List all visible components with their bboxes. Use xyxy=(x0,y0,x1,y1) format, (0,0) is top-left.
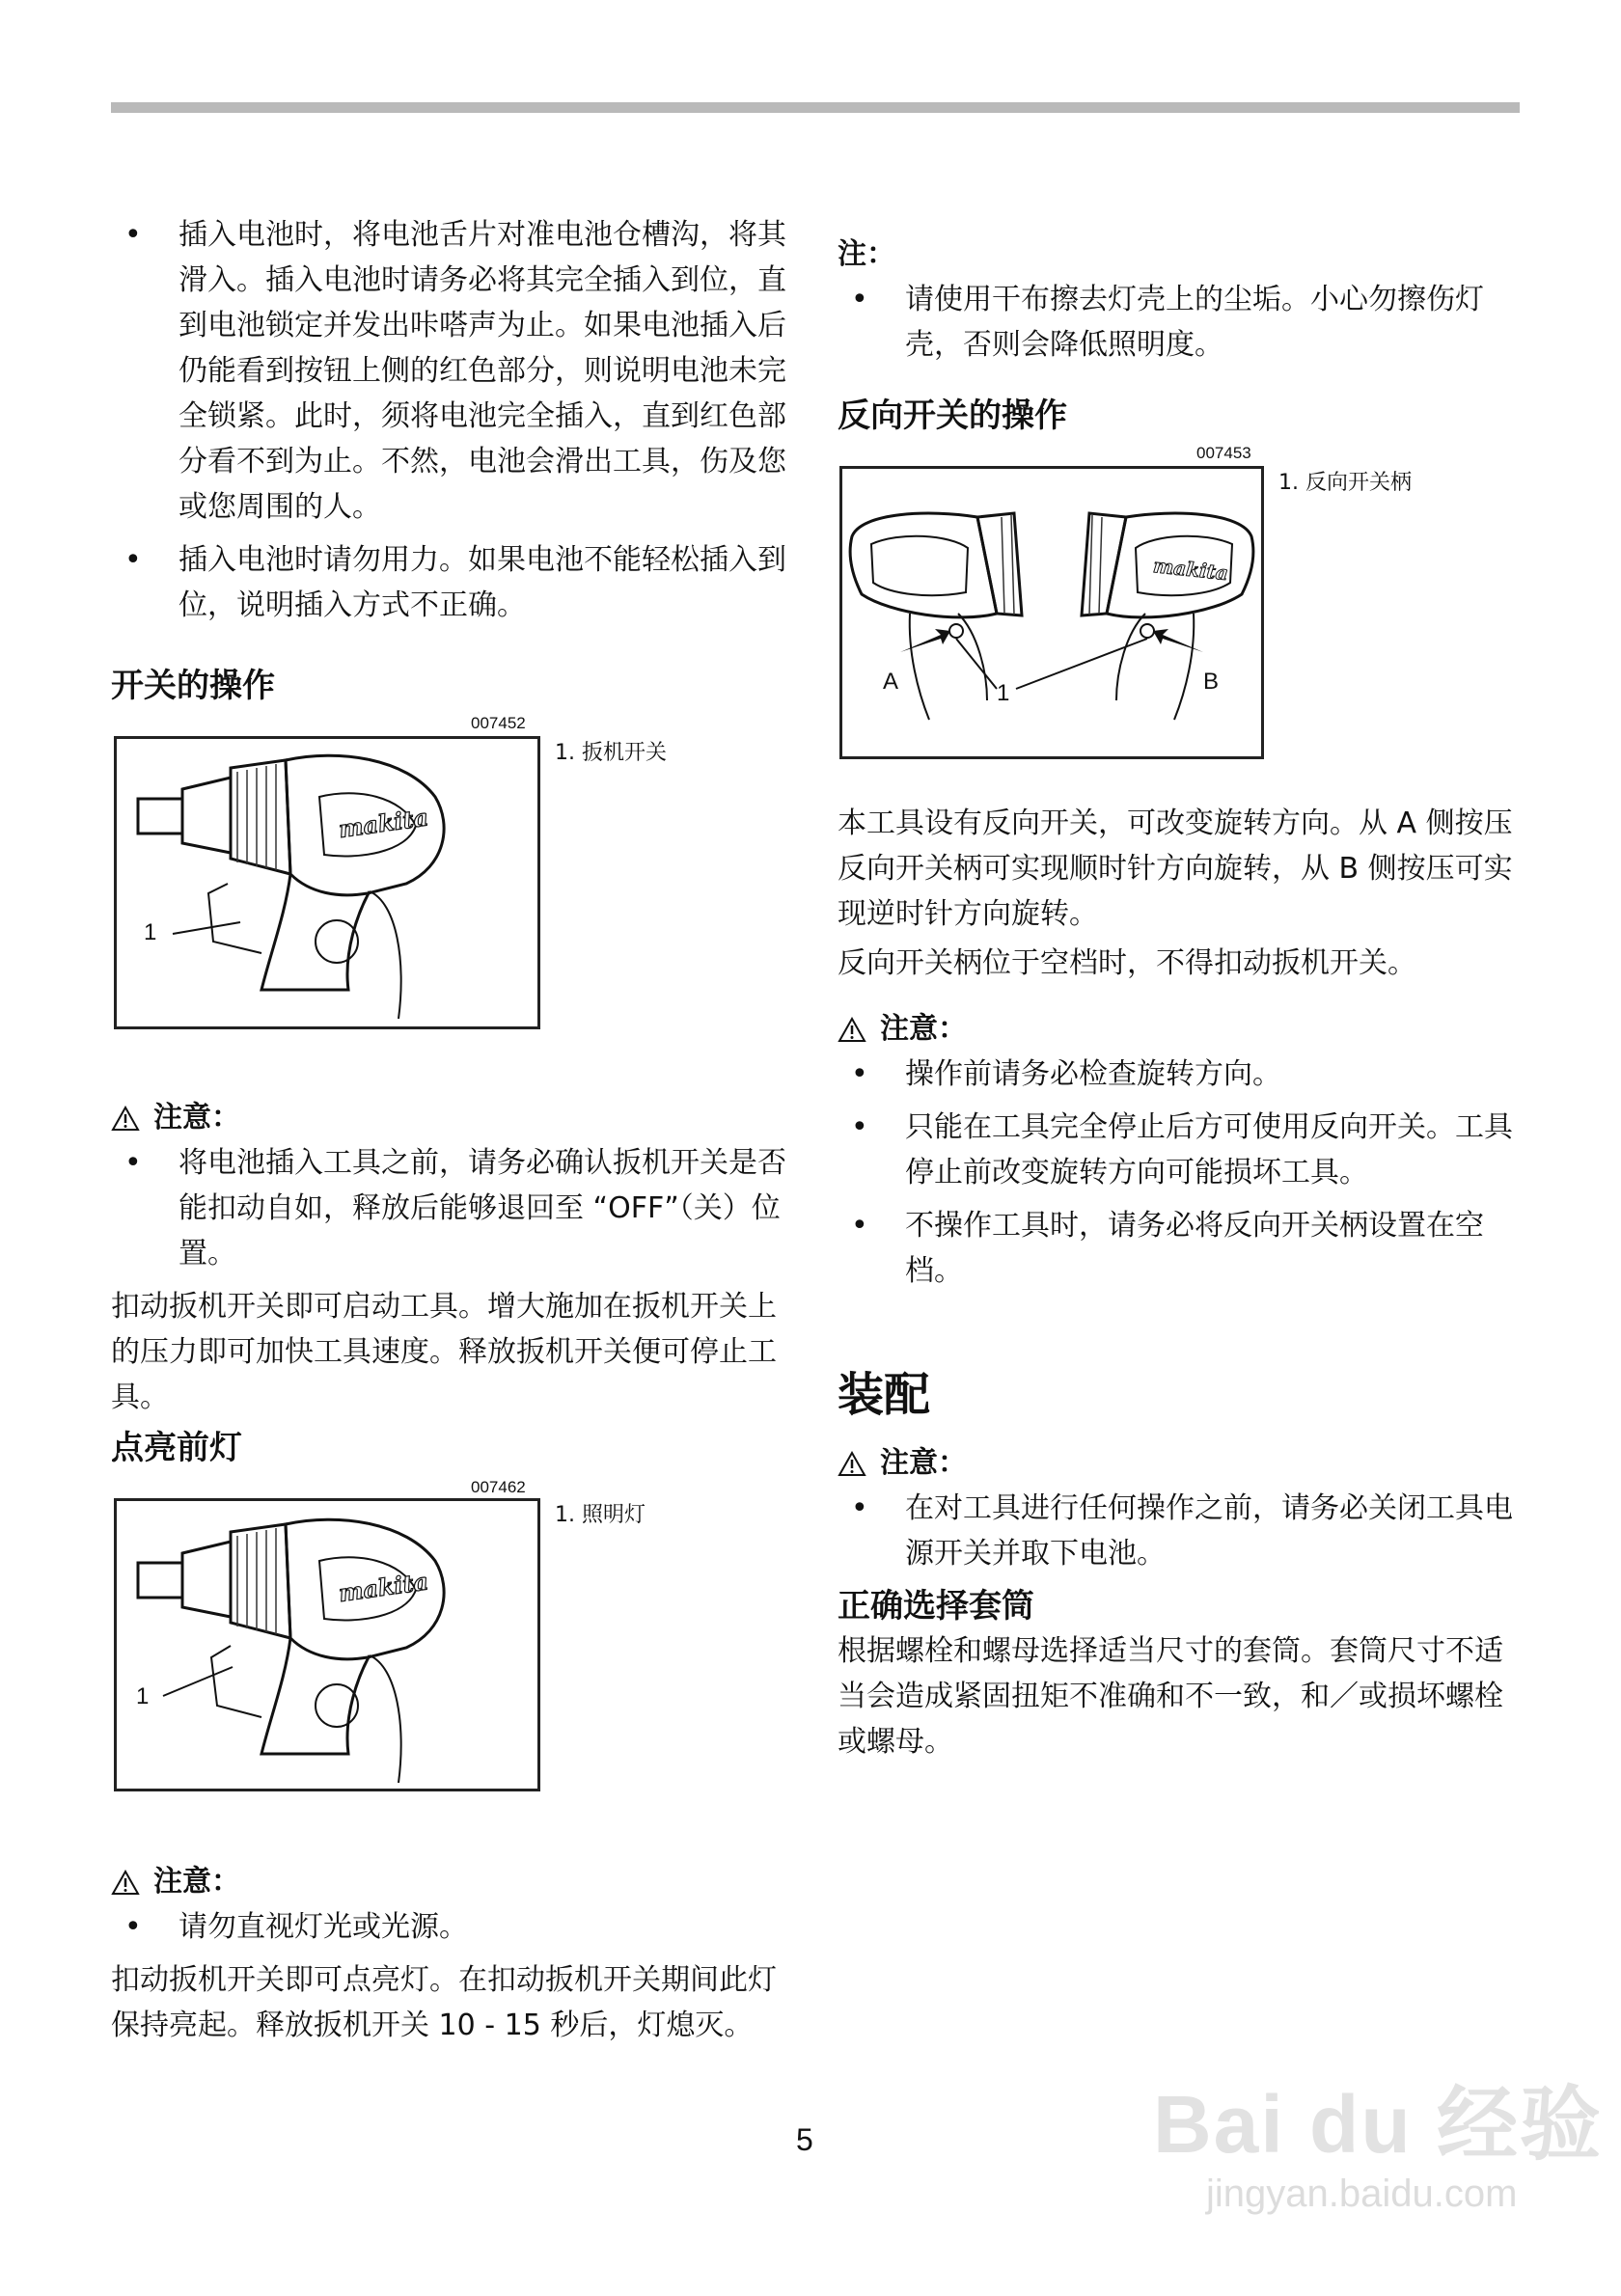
list-item: • 请勿直视灯光或光源。 xyxy=(124,1910,468,1944)
callout-1: 1 xyxy=(144,919,157,945)
reverse-text xyxy=(838,801,1525,986)
callout-a: A xyxy=(883,669,899,695)
caution-title: 注意： xyxy=(880,1012,967,1046)
watermark-url: jingyan.baidu.com xyxy=(1206,2173,1518,2215)
figure-label: 1. 照明灯 xyxy=(555,1503,646,1527)
drill-illustration xyxy=(117,1501,537,1789)
figure-code: 007462 xyxy=(471,1478,526,1496)
list-item: • 插入电池时请勿用力。如果电池不能轻松插入到位，说明插入方式不正确。 xyxy=(124,543,786,622)
brand-logo: makita xyxy=(337,803,430,844)
callout-b: B xyxy=(1203,669,1220,695)
paragraph: 扣动扳机开关即可点亮灯。在扣动扳机开关期间此灯保持亮起。释放扳机开关 10 - 15 秒后，灯熄灭。 xyxy=(111,1963,777,2042)
drill-illustration xyxy=(117,739,537,1026)
callout-1: 1 xyxy=(136,1683,150,1709)
figure-code: 007453 xyxy=(1196,444,1251,462)
left-column xyxy=(111,212,796,636)
callout-1: 1 xyxy=(997,680,1010,706)
caution-block xyxy=(111,1096,796,1420)
brand-logo: makita xyxy=(337,1567,430,1608)
paragraph: 扣动扳机开关即可启动工具。增大施加在扳机开关上的压力即可加快工具速度。释放扳机开关便可停止工具。 xyxy=(111,1290,777,1414)
warning-icon xyxy=(838,1017,866,1043)
assembly-section xyxy=(838,1366,1525,1764)
section-title: 装配 xyxy=(838,1368,931,1422)
caution-title: 注意： xyxy=(153,1101,240,1134)
subsection-title: 正确选择套筒 xyxy=(838,1587,1034,1626)
switch-heading: 开关的操作 xyxy=(111,667,275,705)
note-block xyxy=(838,232,1525,375)
figure-code: 007452 xyxy=(471,714,526,732)
list-item: • 插入电池时，将电池舌片对准电池仓槽沟，将其滑入。插入电池时请务必将其完全插入到位，直到电池锁定并发出咔嗒声为止。如果电池插入后仍能看到按钮上侧的红色部分，则说明电池未完全锁紧。此时，须将电池完全插入，直到红色部分看不到为止。不然，电池会滑出工具，伤及您或您周围的人。 xyxy=(124,218,786,524)
caution-block xyxy=(111,1860,796,2048)
reverse-heading: 反向开关的操作 xyxy=(838,396,1067,435)
warning-icon xyxy=(838,1451,866,1477)
header-rule xyxy=(111,102,1520,113)
light-figure xyxy=(114,1498,540,1791)
figure-label: 1. 反向开关柄 xyxy=(1278,471,1412,495)
list-item: • 将电池插入工具之前，请务必确认扳机开关是否能扣动自如，释放后能够退回至 “OFF”（关）位置。 xyxy=(124,1146,786,1271)
page-number: 5 xyxy=(796,2122,813,2157)
warning-icon xyxy=(111,1106,140,1132)
switch-figure xyxy=(114,736,540,1029)
list-item: • 在对工具进行任何操作之前，请务必关闭工具电源开关并取下电池。 xyxy=(851,1491,1513,1571)
reverse-switch-illustration xyxy=(842,469,1261,756)
paragraph: 根据螺栓和螺母选择适当尺寸的套筒。套筒尺寸不适当会造成紧固扭矩不准确和不一致，和／或损坏螺栓或螺母。 xyxy=(838,1634,1503,1759)
paragraph: 反向开关柄位于空档时，不得扣动扳机开关。 xyxy=(838,946,1416,980)
caution-title: 注意： xyxy=(153,1865,240,1899)
list-item: • 只能在工具完全停止后方可使用反向开关。工具停止前改变旋转方向可能损坏工具。 xyxy=(851,1110,1513,1189)
list-item: • 请使用干布擦去灯壳上的尘垢。小心勿擦伤灯壳，否则会降低照明度。 xyxy=(851,283,1484,362)
caution-title: 注意： xyxy=(880,1446,967,1480)
figure-label: 1. 扳机开关 xyxy=(555,741,667,765)
list-item: • 操作前请务必检查旋转方向。 xyxy=(851,1057,1281,1091)
warning-icon xyxy=(111,1870,140,1896)
paragraph: 本工具设有反向开关，可改变旋转方向。从 A 侧按压反向开关柄可实现顺时针方向旋转，从 B 侧按压可实现逆时针方向旋转。 xyxy=(838,806,1513,931)
light-heading: 点亮前灯 xyxy=(111,1429,242,1467)
list-item: • 不操作工具时，请务必将反向开关柄设置在空档。 xyxy=(851,1209,1484,1288)
note-title: 注： xyxy=(838,237,895,271)
caution-block xyxy=(838,1007,1525,1301)
brand-logo: makita xyxy=(1152,554,1229,586)
watermark-logo: Bai du 经验 xyxy=(1153,2079,1604,2170)
reverse-figure xyxy=(839,466,1264,759)
